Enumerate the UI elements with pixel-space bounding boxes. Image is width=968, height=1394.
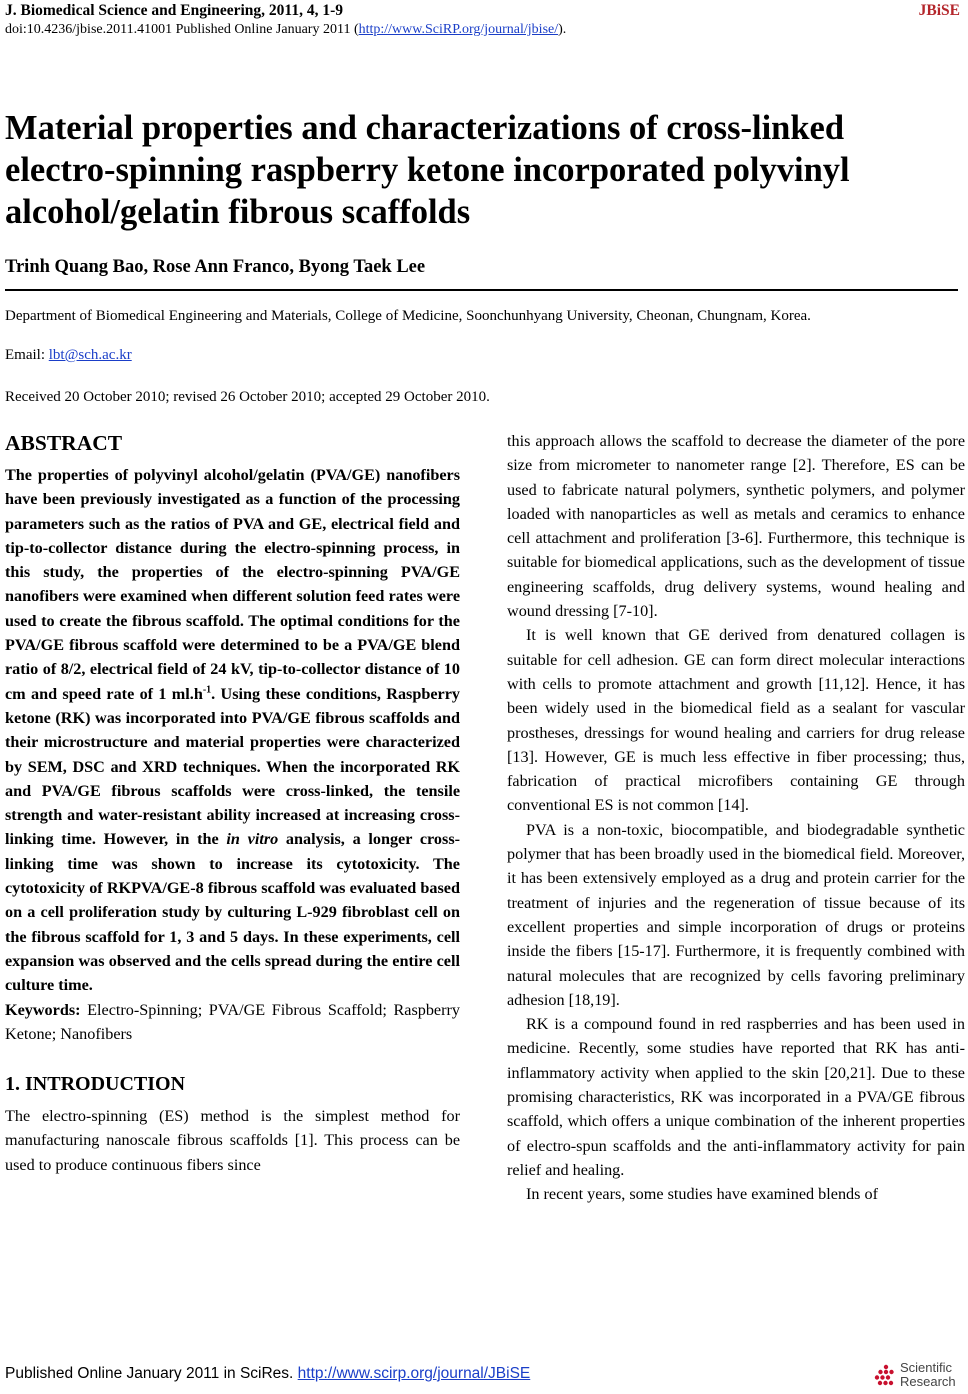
publisher-logo: [874, 1361, 966, 1393]
author-list: Trinh Quang Bao, Rose Ann Franco, Byong Taek Lee: [5, 257, 426, 277]
journal-citation: J. Biomedical Science and Engineering, 2011, 4, 1-9: [5, 2, 343, 19]
keywords: [5, 998, 460, 1047]
right-column: [507, 429, 965, 1207]
keywords-text: Electro-Spinning; PVA/GE Fibrous Scaffold; Raspberry Ketone; Nanofibers: [5, 1000, 460, 1043]
footer-line: [5, 1365, 530, 1383]
scientific-research-logo-icon: [874, 1364, 898, 1388]
left-column: [5, 429, 460, 1177]
email-label: Email:: [5, 347, 49, 363]
footer-text: Published Online January 2011 in SciRes.: [5, 1365, 298, 1382]
intro-paragraph-1-start: The electro-spinning (ES) method is the simplest method for manufacturing nanoscale fibrous scaffolds [1]. This process can be used to produce continuous fibers since: [5, 1107, 460, 1174]
intro-paragraph-1-continued: this approach allows the scaffold to decrease the diameter of the pore size from micrometer to nanometer range [2]. Therefore, ES can be used to fabricate natural polymers, synthetic polymers, and polymer loaded with nanoparticles as well as metals and ceramics to enhance cell attachment and proliferation [3-6]. Furthermore, this technique is suitable for biomedical applications, such as the development of tissue engineering scaffolds, drug delivery systems, wound healing and wound dressing [7-10].: [507, 432, 965, 621]
affiliation: Department of Biomedical Engineering and Materials, College of Medicine, Soonchunhyang University, Cheonan, Chungnam, Korea.: [5, 308, 811, 324]
intro-paragraph-5: In recent years, some studies have examined blends of: [526, 1185, 878, 1204]
doi-text: doi:10.4236/jbise.2011.41001 Published Online January 2011 (: [5, 22, 359, 37]
abstract-italic: in vitro: [226, 830, 279, 849]
abstract-text: [5, 463, 460, 998]
intro-paragraph-3: PVA is a non-toxic, biocompatible, and biodegradable synthetic polymer that has been broadly used in the biomedical field. Moreover, it has been extensively employed as a drug and protein carrier for the treatment of injuries and the regeneration of tissue because of its excellent properties and simple incorporation of drugs or proteins inside the fibers [15-17]. Furthermore, it is frequently combined with natural molecules that are recognized by cells favoring preliminary adhesion [18,19].: [507, 820, 965, 1009]
title-divider: [5, 289, 958, 291]
logo-text: [900, 1361, 956, 1389]
intro-paragraph-2: It is well known that GE derived from denatured collagen is suitable for cell adhesion. GE can form direct molecular interactions with cells to promote attachment and growth [11,12]. Hence, it has been widely used in the biomedical field as a sealant for vascular prostheses, dressings for wound healing and carriers for drug release [13]. However, GE is much less effective in fiber processing; thus, fabrication of practical microfibers containing GE through conventional ES is not common [14].: [507, 626, 965, 815]
journal-link[interactable]: http://www.SciRP.org/journal/jbise/: [358, 22, 559, 37]
paper-title: Material properties and characterizations of cross-linked electro-spinning raspberry ketone incorporated polyvinyl alcohol/gelatin fibrous scaffolds: [5, 109, 850, 231]
footer-link[interactable]: http://www.scirp.org/journal/JBiSE: [297, 1365, 531, 1382]
abstract-heading: ABSTRACT: [5, 431, 123, 455]
intro-paragraph-4: RK is a compound found in red raspberries and has been used in medicine. Recently, some studies have reported that RK has anti-inflammatory activity when applied to the skin [20,21]. Due to these promising characteristics, RK was incorporated in a PVA/GE fibrous scaffold, which offers a unique combination of the inherent properties of electro-spun scaffolds and the anti-inflammatory activity for pain relief and healing.: [507, 1015, 965, 1179]
abstract-superscript: -1: [202, 684, 212, 696]
journal-abbreviation: JBiSE: [918, 2, 960, 19]
doi-suffix: ).: [558, 22, 567, 37]
email-line: [5, 347, 132, 364]
logo-text-line-2: Research: [900, 1374, 956, 1389]
received-dates: Received 20 October 2010; revised 26 October 2010; accepted 29 October 2010.: [5, 389, 490, 405]
introduction-heading: 1. INTRODUCTION: [5, 1073, 186, 1096]
email-link[interactable]: lbt@sch.ac.kr: [48, 347, 132, 363]
keywords-label: Keywords:: [5, 1000, 81, 1019]
doi-line: [5, 22, 566, 38]
abstract-part-1: The properties of polyvinyl alcohol/gelatin (PVA/GE) nanofibers have been previously investigated as a function of the processing parameters such as the ratios of PVA and GE, electrical field and tip-to-collector distance during the electro-spinning process, in this study, the properties of the electro-spinning PVA/GE nanofibers were examined when different solution feed rates were used to create the fibrous scaffold. The optimal conditions for the PVA/GE fibrous scaffold were determined to be a PVA/GE blend ratio of 8/2, electrical field of 24 kV, tip-to-collector distance of 10 cm and speed rate of 1 ml.h: [5, 466, 460, 703]
abstract-part-3: analysis, a longer cross-linking time was shown to increase its cytotoxicity. The cytotoxicity of RKPVA/GE-8 fibrous scaffold was evaluated based on a cell proliferation study by culturing L-929 fibroblast cell on the fibrous scaffold for 1, 3 and 5 days. In these experiments, cell expansion was observed and the cells spread during the entire cell culture time.: [5, 830, 461, 995]
abstract-part-2: . Using these conditions, Raspberry ketone (RK) was incorporated into PVA/GE fibrous scaffolds and their microstructure and material properties were characterized by SEM, DSC and XRD techniques. When the incorporated RK and PVA/GE fibrous scaffolds were cross-linked, the tensile strength and water-resistant ability increased at increasing cross-linking time. However, in the: [5, 684, 460, 849]
logo-text-line-1: Scientific: [900, 1360, 953, 1375]
